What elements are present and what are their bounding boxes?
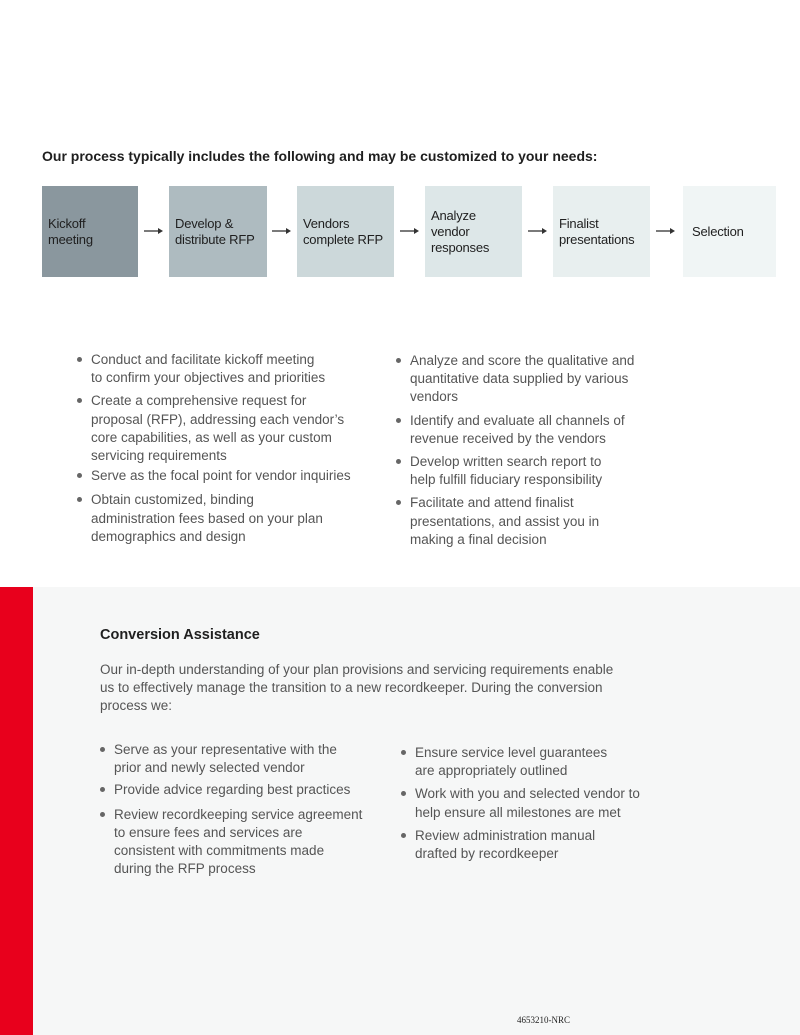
- process-intro: Our process typically includes the following and may be customized to your needs:: [42, 148, 598, 164]
- arrow-right-icon: [528, 223, 548, 239]
- accent-bar: [0, 587, 33, 1035]
- list-item: Analyze and score the qualitative and quantitative data supplied by various vendors: [396, 352, 656, 407]
- step-kickoff-meeting: [42, 186, 138, 277]
- step-label: Analyze vendor responses: [431, 207, 490, 255]
- list-item: Review administration manual drafted by recordkeeper: [401, 827, 615, 863]
- list-item: Ensure service level guarantees are appropriately outlined: [401, 744, 630, 780]
- step-develop-rfp: [169, 186, 267, 277]
- step-vendors-complete-rfp: [297, 186, 394, 277]
- conversion-list-right: [401, 744, 671, 867]
- step-analyze-responses: [425, 186, 522, 277]
- list-item: Conduct and facilitate kickoff meeting to confirm your objectives and priorities: [77, 351, 326, 387]
- list-item: Identify and evaluate all channels of revenue received by the vendors: [396, 412, 635, 448]
- step-label: Develop & distribute RFP: [175, 215, 255, 247]
- list-item: Create a comprehensive request for proposal (RFP), addressing each vendor’s core capabilities, as well as your custom servicing requirements: [77, 392, 357, 465]
- conversion-list-left: [100, 741, 380, 882]
- step-label: Kickoff meeting: [48, 215, 93, 247]
- list-item: Serve as your representative with the prior and newly selected vendor: [100, 741, 354, 777]
- arrow-right-icon: [656, 223, 676, 239]
- list-item: Facilitate and attend finalist presentations, and assist you in making a final decision: [396, 494, 625, 549]
- conversion-description: Our in-depth understanding of your plan provisions and servicing requirements enable us to effectively manage the transition to a new recordkeeper. During the conversion process we:: [100, 662, 614, 714]
- arrow-right-icon: [144, 223, 164, 239]
- process-list-right: [396, 352, 656, 553]
- step-label: Vendors complete RFP: [303, 215, 383, 247]
- step-selection: [683, 186, 776, 277]
- step-label: Finalist presentations: [559, 215, 635, 247]
- list-item: Develop written search report to help fulfill fiduciary responsibility: [396, 453, 625, 489]
- document-code: 4653210-NRC: [517, 1015, 571, 1025]
- list-item: Provide advice regarding best practices: [100, 781, 380, 799]
- process-list-left: [77, 351, 357, 550]
- list-item: Serve as the focal point for vendor inquiries: [77, 467, 357, 485]
- step-label: Selection: [692, 223, 744, 239]
- list-item: Review recordkeeping service agreement to ensure fees and services are consistent with commitments made during the RFP process: [100, 806, 364, 879]
- conversion-title: Conversion Assistance: [100, 627, 260, 643]
- arrow-right-icon: [400, 223, 420, 239]
- list-item: Obtain customized, binding administration fees based on your plan demographics and design: [77, 491, 336, 546]
- step-finalist-presentations: [553, 186, 650, 277]
- list-item: Work with you and selected vendor to help ensure all milestones are met: [401, 785, 655, 821]
- arrow-right-icon: [272, 223, 292, 239]
